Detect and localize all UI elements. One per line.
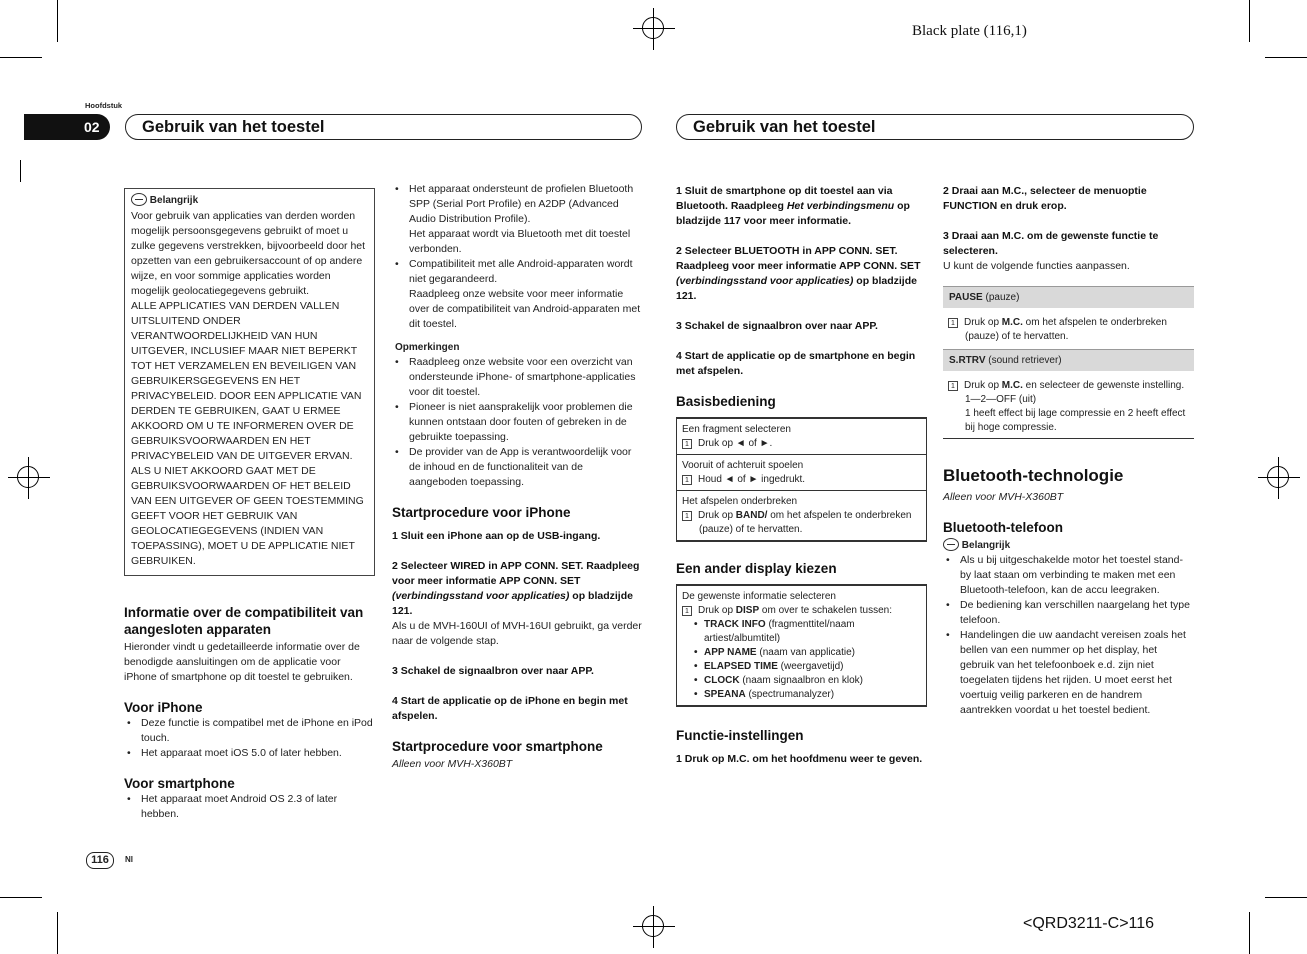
step: 1 Sluit de smartphone op dit toestel aan via Bluetooth. Raadpleeg Het verbindingsmenu op bladzijde 117 voor meer informatie. <box>676 185 910 227</box>
column-4 <box>943 184 1194 718</box>
notes-title: Opmerkingen <box>395 342 460 353</box>
step: 3 Schakel de signaalbron over naar APP. <box>392 665 594 677</box>
column-2 <box>392 182 643 772</box>
important-caps-text: ALLE APPLICATIES VAN DERDEN VALLEN UITSLUITEND ONDER VERANTWOORDELIJKHEID VAN HUN UITGEVER, INCLUSIEF MAAR NIET BEPERKT TOT HET VERZAMELEN EN BEVEILIGEN VAN GEBRUIKERSGEGEVENS EN HET PRIVACYBELEID. DOOR EEN APPLICATIE VAN DERDEN TE GEBRUIKEN, GAAT U ERMEE AKKOORD OM U TE INFORMEREN OVER DE GEBRUIKSVOORWAARDEN EN HET PRIVACYBELEID VAN DE UITGEVER ERVAN. ALS U NIET AKKOORD GAAT MET DE GEBRUIKSVOORWAARDEN OF HET BELEID VAN EEN UITGEVER OF GEEN TOESTEMMING GEEFT VOOR HET GEBRUIK VAN GEOLOCATIEGEGEVENS (INDIEN VAN TOEPASSING), MOET U DE APPLICATIE NIET GEBRUIKEN. <box>131 300 364 567</box>
important-title: Belangrijk <box>149 195 199 206</box>
list-item: • APP NAME (naam van applicatie) <box>682 646 921 660</box>
list-item: • De bediening kan verschillen naargelang het type telefoon. <box>943 598 1194 628</box>
important-title: Belangrijk <box>961 540 1011 551</box>
registration-mark-icon <box>17 466 39 488</box>
iphone-proc-heading: Startprocedure voor iPhone <box>392 505 571 520</box>
important-icon <box>131 193 147 206</box>
document-code: <QRD3211-C>116 <box>1023 915 1155 932</box>
list-item: • Raadpleeg onze website voor een overzicht van ondersteunde iPhone- of smartphone-applicaties voor dit toestel. <box>392 355 643 400</box>
function-heading: Functie-instellingen <box>676 728 804 743</box>
basic-heading: Basisbediening <box>676 394 776 409</box>
smartphone-proc-heading: Startprocedure voor smartphone <box>392 739 603 754</box>
registration-mark-icon <box>1267 466 1289 488</box>
step: 3 Schakel de signaalbron over naar APP. <box>676 320 878 332</box>
compat-text: Hieronder vindt u gedetailleerde informatie over de benodigde aansluitingen om de applicatie voor iPhone of smartphone op dit toestel te gebruiken. <box>124 641 360 683</box>
iphone-heading: Voor iPhone <box>124 700 203 715</box>
crop-mark <box>57 0 58 42</box>
chapter-number: 02 <box>84 119 100 135</box>
registration-mark-icon <box>642 17 664 39</box>
crop-mark <box>1249 0 1250 42</box>
step: 3 Draai aan M.C. om de gewenste functie te selecteren. <box>943 230 1159 257</box>
list-item: • Het apparaat moet iOS 5.0 of later hebben. <box>124 746 375 761</box>
display-table <box>676 584 927 707</box>
list-item: • ELAPSED TIME (weergavetijd) <box>682 660 921 674</box>
list-item: • SPEANA (spectrumanalyzer) <box>682 688 921 702</box>
bluetooth-phone-heading: Bluetooth-telefoon <box>943 520 1063 535</box>
step: 1 Druk op M.C. om het hoofdmenu weer te geven. <box>676 753 923 765</box>
display-heading: Een ander display kiezen <box>676 561 837 576</box>
model-note: Alleen voor MVH-X360BT <box>392 758 513 770</box>
registration-mark-icon <box>642 915 664 937</box>
table-row: 1 Druk op M.C. en selecteer de gewenste instelling. 1—2—OFF (uit) 1 heeft effect bij lage compressie en 2 heeft effect bij hoge compressie. <box>943 371 1194 438</box>
smartphone-heading: Voor smartphone <box>124 776 235 791</box>
list-item: • Het apparaat moet Android OS 2.3 of later hebben. <box>124 792 375 822</box>
crop-mark <box>1265 897 1307 898</box>
table-group-header: PAUSE (pauze) <box>943 286 1194 308</box>
crop-mark <box>0 57 42 58</box>
list-item: • Als u bij uitgeschakelde motor het toestel stand-by laat staan om verbinding te maken met een Bluetooth-telefoon, kan de accu leegraken. <box>943 553 1194 598</box>
language-label: Nl <box>125 855 133 864</box>
function-table <box>943 286 1194 439</box>
table-row: Een fragment selecteren 1 Druk op ◄ of ►. <box>677 419 926 455</box>
list-item <box>392 182 643 257</box>
column-3 <box>676 184 927 767</box>
basic-table <box>676 417 927 542</box>
crop-mark <box>1265 57 1307 58</box>
list-text: Het apparaat ondersteunt de profielen Bluetooth SPP (Serial Port Profile) en A2DP (Advanced Audio Distribution Profile). <box>409 183 634 225</box>
step-note: Als u de MVH-160UI of MVH-16UI gebruikt, ga verder naar de volgende stap. <box>392 620 642 647</box>
step: 2 Selecteer BLUETOOTH in APP CONN. SET. Raadpleeg voor meer informatie APP CONN. SET (verbindingsstand voor applicaties) op bladzijde 121. <box>676 245 921 302</box>
page-number: 116 <box>91 854 109 866</box>
plate-label: Black plate (116,1) <box>912 23 1027 39</box>
list-item: • Pioneer is niet aansprakelijk voor problemen die kunnen ontstaan door fouten of gebreken in de gebruikte toepassing. <box>392 400 643 445</box>
list-item: • De provider van de App is verantwoordelijk voor de inhoud en de functionaliteit van de aangeboden toepassing. <box>392 445 643 490</box>
step: 2 Selecteer WIRED in APP CONN. SET. Raadpleeg voor meer informatie APP CONN. SET (verbindingsstand voor applicaties) op bladzijde 121. <box>392 560 640 617</box>
section-header-right: Gebruik van het toestel <box>676 114 1194 140</box>
list-item: • Deze functie is compatibel met de iPhone en iPod touch. <box>124 716 375 746</box>
important-box <box>124 188 375 576</box>
list-item: • CLOCK (naam signaalbron en klok) <box>682 674 921 688</box>
table-row: Vooruit of achteruit spoelen 1 Houd ◄ of ► ingedrukt. <box>677 455 926 491</box>
table-row: De gewenste informatie selecteren 1 Druk op DISP om over te schakelen tussen: • TRACK INFO (fragmenttitel/naam artiest/albumtitel) • APP NAME (naam van applicatie) • ELAPSED TIME (weergavetijd) • CLOCK (naam signaalbron en klok) • SPEANA (spectrumanalyzer) <box>677 586 926 705</box>
chapter-number-badge <box>24 114 110 140</box>
page-number-badge <box>86 852 114 869</box>
step: 2 Draai aan M.C., selecteer de menuoptie FUNCTION en druk erop. <box>943 185 1147 212</box>
section-header-left: Gebruik van het toestel <box>125 114 642 140</box>
crop-mark <box>1249 912 1250 954</box>
trim-line <box>20 160 21 182</box>
table-row: 1 Druk op M.C. om het afspelen te onderbreken (pauze) of te hervatten. <box>943 308 1194 347</box>
compat-heading: Informatie over de compatibiliteit van aangesloten apparaten <box>124 605 364 637</box>
list-item <box>392 257 643 332</box>
important-icon <box>943 538 959 551</box>
step: 4 Start de applicatie op de smartphone en begin met afspelen. <box>676 350 916 377</box>
model-note: Alleen voor MVH-X360BT <box>943 491 1064 503</box>
important-text: Voor gebruik van applicaties van derden worden mogelijk persoonsgegevens gebruikt of moet u zulke gegevens verstrekken, bijvoorbeeld door het opzetten van een gebruikersaccount of op andere wijze, en voor sommige applicaties worden mogelijk geolocatiegegevens gebruikt. <box>131 210 366 297</box>
column-1 <box>124 188 375 822</box>
crop-mark <box>0 897 42 898</box>
list-text: Compatibiliteit met alle Android-apparaten wordt niet gegarandeerd. <box>409 258 633 285</box>
chapter-label: Hoofdstuk <box>85 101 123 110</box>
table-row: Het afspelen onderbreken 1 Druk op BAND/ om het afspelen te onderbreken (pauze) of te hervatten. <box>682 496 912 535</box>
list-item: • TRACK INFO (fragmenttitel/naam artiest/albumtitel) <box>682 618 921 646</box>
crop-mark <box>57 912 58 954</box>
bluetooth-heading: Bluetooth-technologie <box>943 466 1124 485</box>
step: 1 Sluit een iPhone aan op de USB-ingang. <box>392 530 601 542</box>
step: 4 Start de applicatie op de iPhone en begin met afspelen. <box>392 695 628 722</box>
list-text: Raadpleeg onze website voor meer informatie over de compatibiliteit van Android-apparaten met dit toestel. <box>409 288 641 330</box>
list-item: • Handelingen die uw aandacht vereisen zoals het bellen van een nummer op het display, het gebruik van het telefoonboek e.d. zijn niet toegelaten tijdens het rijden. U moet eerst het voertuig veilig parkeren en de handrem aantrekken voordat u het toestel bedient. <box>943 628 1194 718</box>
table-group-header: S.RTRV (sound retriever) <box>943 349 1194 371</box>
step-note: U kunt de volgende functies aanpassen. <box>943 260 1130 272</box>
list-text: Het apparaat wordt via Bluetooth met dit toestel verbonden. <box>409 228 631 255</box>
